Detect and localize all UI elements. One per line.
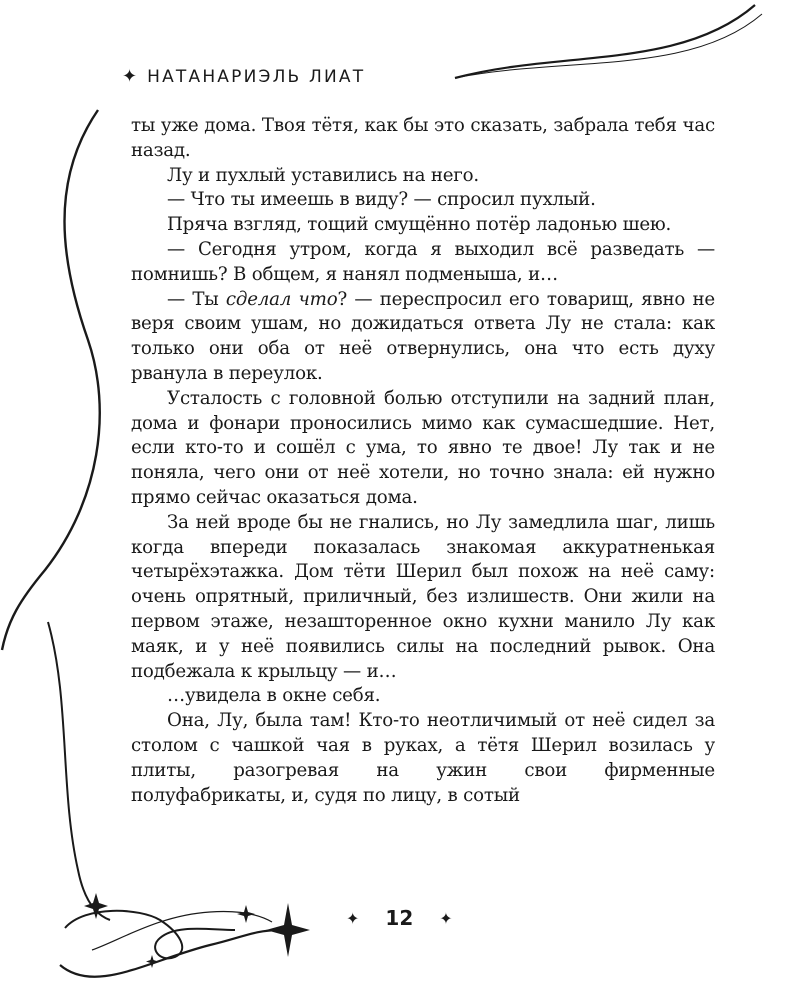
paragraph: [131, 288, 715, 387]
footer-star-left-icon: ✦: [346, 908, 360, 928]
header-star-icon: ✦: [122, 66, 138, 87]
paragraph: ты уже дома. Твоя тётя, как бы это сказать, забрала тебя час назад.: [131, 115, 715, 161]
running-header: [122, 66, 365, 87]
author-name: НАТАНАРИЭЛЬ ЛИАТ: [147, 66, 366, 87]
sparkle-small-icon: [237, 905, 255, 923]
paragraph: Усталость с головной болью отступили на задний план, дома и фонари проносились мимо как сумасшедшие. Нет, если кто-то и сошёл с ума, то явно те двое! Лу так и не поняла, чего они от неё хотели, но точно знала: ей нужно прямо сейчас оказаться дома.: [131, 387, 715, 508]
footer-star-right-icon: ✦: [439, 908, 453, 928]
text-run: ? — переспросил его товарищ, явно не веря своим ушам, но дожидаться ответа Лу не стала: как только они оба от неё отвернулись, она что есть духу рванула в переулок.: [131, 288, 715, 384]
bottom-swirl-loop: [65, 911, 235, 959]
text-run: — Ты: [167, 288, 226, 310]
paragraph: — Что ты имеешь в виду? — спросил пухлый.: [167, 189, 596, 211]
page-footer: [346, 906, 453, 930]
top-right-swoosh: [455, 5, 755, 78]
paragraph: — Сегодня утром, когда я выходил всё разведать — помнишь? В общем, я нанял подменыша, и…: [131, 238, 715, 285]
italic-phrase: сделал что: [225, 288, 338, 310]
paragraph: …увидела в окне себя.: [167, 685, 381, 707]
left-wave: [2, 110, 100, 650]
paragraph: Лу и пухлый уставились на него.: [167, 164, 479, 186]
bottom-swirl-outer: [60, 930, 280, 977]
paragraph: За ней вроде бы не гнались, но Лу замедлила шаг, лишь когда впереди показалась знакомая аккуратненькая четырёхэтажка. Дом тёти Шерил был похож на неё саму: очень опрятный, приличный, без излишеств. Они жили на первом этаже, незашторенное окно кухни манило Лу как маяк, и у неё появились силы на последний рывок. Она подбежала к крыльцу — и…: [131, 511, 715, 682]
page-number: 12: [385, 906, 414, 930]
paragraph: Пряча взгляд, тощий смущённо потёр ладонью шею.: [167, 214, 672, 236]
body-text: [131, 114, 715, 808]
sparkle-large-icon: [266, 903, 310, 957]
bottom-left-wave: [48, 622, 110, 920]
paragraph: Она, Лу, была там! Кто-то неотличимый от неё сидел за столом с чашкой чая в руках, а тётя Шерил возилась у плиты, разогревая на ужин свои фирменные полуфабрикаты, и, судя по лицу, в сотый: [131, 710, 715, 806]
